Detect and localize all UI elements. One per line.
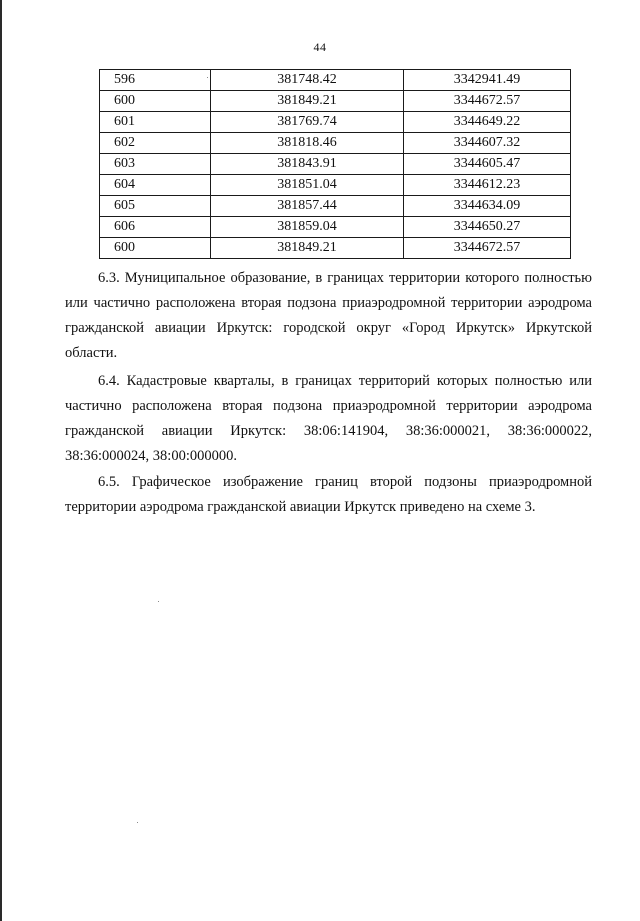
paragraph-6-3 <box>65 266 592 366</box>
paragraph-6-3-text: 6.3. Муниципальное образование, в границах территории которого полностью или частично расположена вторая подзона приаэродромной территории аэродрома гражданской авиации Иркутск: городской округ «Город Иркутск» Иркутской области. <box>65 270 592 361</box>
point-number-cell: 604 <box>100 175 211 196</box>
y-coordinate-cell: 3342941.49 <box>404 70 571 91</box>
y-coordinate-cell: 3344634.09 <box>404 196 571 217</box>
table-row <box>100 175 571 196</box>
point-number-cell: 603 <box>100 154 211 175</box>
table-row <box>100 133 571 154</box>
table-row <box>100 238 571 259</box>
point-number-cell: 605 <box>100 196 211 217</box>
x-coordinate-cell: 381818.46 <box>211 133 404 154</box>
scan-edge <box>0 0 2 921</box>
scan-speck <box>158 601 159 602</box>
x-coordinate-cell: 381843.91 <box>211 154 404 175</box>
x-coordinate-cell: 381748.42 <box>211 70 404 91</box>
x-coordinate-cell: 381769.74 <box>211 112 404 133</box>
page-number: 44 <box>313 40 327 54</box>
y-coordinate-cell: 3344672.57 <box>404 91 571 112</box>
paragraph-6-4 <box>65 369 592 469</box>
x-coordinate-cell: 381851.04 <box>211 175 404 196</box>
table-row <box>100 154 571 175</box>
point-number-cell: 602 <box>100 133 211 154</box>
paragraph-6-4-text: 6.4. Кадастровые кварталы, в границах территорий которых полностью или частично расположена вторая подзона приаэродромной территории аэродрома гражданской авиации Иркутск: 38:06:141904, 38:36:000021, 38:36:000022, 38:36:000024, 38:00:000000. <box>65 373 592 464</box>
y-coordinate-cell: 3344612.23 <box>404 175 571 196</box>
x-coordinate-cell: 381859.04 <box>211 217 404 238</box>
y-coordinate-cell: 3344672.57 <box>404 238 571 259</box>
point-number-cell: 600 <box>100 91 211 112</box>
scan-speck <box>207 77 208 78</box>
table-row <box>100 70 571 91</box>
table-row <box>100 217 571 238</box>
point-number-cell: 596 <box>100 70 211 91</box>
paragraph-6-5 <box>65 470 592 520</box>
table-row <box>100 112 571 133</box>
x-coordinate-cell: 381857.44 <box>211 196 404 217</box>
point-number-cell: 600 <box>100 238 211 259</box>
x-coordinate-cell: 381849.21 <box>211 91 404 112</box>
table-row <box>100 196 571 217</box>
y-coordinate-cell: 3344607.32 <box>404 133 571 154</box>
point-number-cell: 601 <box>100 112 211 133</box>
coordinates-table <box>99 69 571 259</box>
table-row <box>100 91 571 112</box>
point-number-cell: 606 <box>100 217 211 238</box>
paragraph-6-5-text: 6.5. Графическое изображение границ второй подзоны приаэродромной территории аэродрома гражданской авиации Иркутск приведено на схеме 3. <box>65 474 592 515</box>
x-coordinate-cell: 381849.21 <box>211 238 404 259</box>
scan-speck <box>137 822 138 823</box>
y-coordinate-cell: 3344649.22 <box>404 112 571 133</box>
y-coordinate-cell: 3344650.27 <box>404 217 571 238</box>
y-coordinate-cell: 3344605.47 <box>404 154 571 175</box>
